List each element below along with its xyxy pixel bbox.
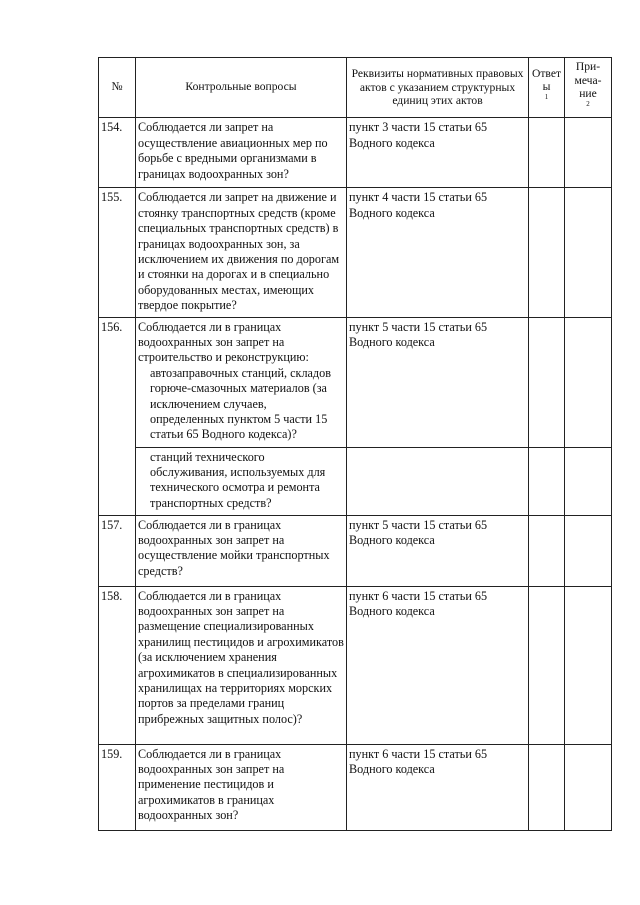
row-reference: пункт 5 части 15 статьи 65 Водного кодекса (347, 317, 529, 447)
row-number: 157. (99, 515, 136, 586)
header-note-footnote: 2 (586, 99, 590, 108)
answer-cell[interactable] (529, 317, 565, 447)
row-question: Соблюдается ли запрет на осуществление авиационных мер по борьбе с вредными организмами в границах водоохранных зон? (136, 118, 347, 188)
row-number: 154. (99, 118, 136, 188)
row-reference: пункт 4 части 15 статьи 65 Водного кодекса (347, 188, 529, 317)
table-row (99, 586, 612, 744)
note-cell[interactable] (565, 586, 612, 744)
note-cell[interactable] (565, 118, 612, 188)
row-number: 159. (99, 744, 136, 830)
row-number: 158. (99, 586, 136, 744)
header-note (565, 58, 612, 118)
table-header-row (99, 58, 612, 118)
answer-cell[interactable] (529, 188, 565, 317)
row-reference: пункт 6 части 15 статьи 65 Водного кодекса (347, 744, 529, 830)
note-cell[interactable] (565, 515, 612, 586)
table-row (99, 118, 612, 188)
table-row (99, 317, 612, 447)
answer-cell[interactable] (529, 447, 565, 515)
row-reference: пункт 5 части 15 статьи 65 Водного кодекса (347, 515, 529, 586)
row-question (136, 317, 347, 447)
header-answer (529, 58, 565, 118)
table-row (99, 515, 612, 586)
row-number: 156. (99, 317, 136, 447)
header-number: № (99, 58, 136, 118)
table-subrow (99, 447, 612, 515)
row-sub-question-text: станций технического обслуживания, используемых для технического осмотра и ремонта транспортных средств? (150, 449, 326, 510)
note-cell[interactable] (565, 744, 612, 830)
note-cell[interactable] (565, 447, 612, 515)
note-cell[interactable] (565, 188, 612, 317)
table-row (99, 188, 612, 317)
row-reference: пункт 3 части 15 статьи 65 Водного кодекса (347, 118, 529, 188)
inspection-checklist-table (98, 57, 612, 831)
row-question-lead: Соблюдается ли в границах водоохранных зон запрет на строительство и реконструкцию: (138, 319, 309, 365)
answer-cell[interactable] (529, 515, 565, 586)
table-row (99, 744, 612, 830)
row-question: Соблюдается ли запрет на движение и стоянку транспортных средств (кроме специальных транспортных средств) в границах водоохранных зон, за исключением их движения по дорогам и стоянки на дорогах и в специально оборудованных местах, имеющих твердое покрытие? (136, 188, 347, 317)
header-references: Реквизиты нормативных правовых актов с указанием структурных единиц этих актов (347, 58, 529, 118)
row-question: Соблюдается ли в границах водоохранных зон запрет на применение пестицидов и агрохимикатов в границах водоохранных зон? (136, 744, 347, 830)
row-sub-reference (347, 447, 529, 515)
row-sub-question (136, 447, 347, 515)
answer-cell[interactable] (529, 586, 565, 744)
answer-cell[interactable] (529, 118, 565, 188)
header-note-label: При-меча-ние (574, 60, 602, 101)
row-question: Соблюдается ли в границах водоохранных зон запрет на размещение специализированных хранилищ пестицидов и агрохимикатов (за исключением хранения агрохимикатов в специализированных хранилищах на территориях морских портов за пределами границ прибрежных защитных полос)? (136, 586, 347, 744)
row-reference: пункт 6 части 15 статьи 65 Водного кодекса (347, 586, 529, 744)
header-answer-footnote: 1 (544, 93, 549, 102)
row-number-continued (99, 447, 136, 515)
row-question: Соблюдается ли в границах водоохранных зон запрет на осуществление мойки транспортных средств? (136, 515, 347, 586)
note-cell[interactable] (565, 317, 612, 447)
row-number: 155. (99, 188, 136, 317)
answer-cell[interactable] (529, 744, 565, 830)
header-answer-label: Ответы (531, 66, 562, 94)
row-question-item: автозаправочных станций, складов горюче-смазочных материалов (за исключением случаев, определенных пунктом 5 части 15 статьи 65 Водного кодекса)? (150, 365, 331, 442)
header-questions: Контрольные вопросы (136, 58, 347, 118)
